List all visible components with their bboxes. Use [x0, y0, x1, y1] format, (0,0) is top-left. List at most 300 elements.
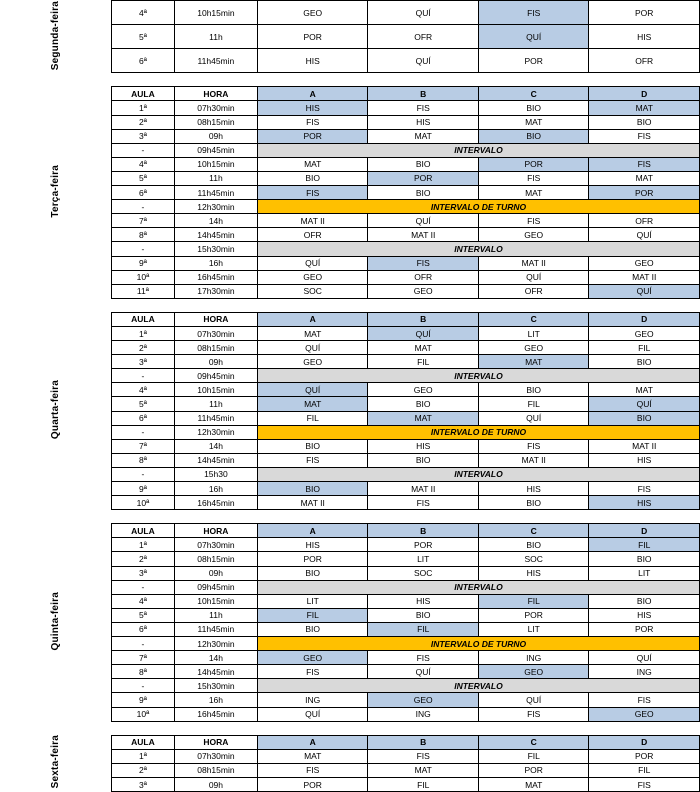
subject-cell-d: HIS	[589, 608, 700, 622]
aula-number: 2ª	[112, 552, 175, 566]
subject-cell-a: BIO	[257, 439, 368, 453]
aula-number: 9ª	[112, 482, 175, 496]
shift-interval-banner: INTERVALO DE TURNO	[257, 637, 699, 651]
subject-cell-d: QUÍ	[589, 228, 700, 242]
subject-cell-c: FIS	[478, 439, 589, 453]
subject-cell-c: MAT	[478, 355, 589, 369]
subject-cell-b: BIO	[368, 453, 479, 467]
aula-number: 3ª	[112, 566, 175, 580]
hora-value: 08h15min	[174, 115, 257, 129]
hora-value: 07h30min	[174, 326, 257, 340]
gap-cell	[112, 298, 175, 312]
subject-cell-b: MAT II	[368, 228, 479, 242]
subject-cell-a: GEO	[257, 355, 368, 369]
aula-number: 5ª	[112, 608, 175, 622]
gap-cell	[478, 298, 589, 312]
subject-cell-a: MAT	[257, 157, 368, 171]
aula-number: -	[112, 369, 175, 383]
subject-cell-b: HIS	[368, 439, 479, 453]
hora-value: 09h	[174, 355, 257, 369]
subject-cell-b: GEO	[368, 284, 479, 298]
subject-cell-c: POR	[478, 608, 589, 622]
aula-number: 3ª	[112, 355, 175, 369]
subject-cell-c: BIO	[478, 496, 589, 510]
table-row	[0, 87, 700, 101]
column-header-aula: AULA	[112, 735, 175, 749]
day-gap	[0, 73, 700, 87]
aula-number: 4ª	[112, 1, 175, 25]
gap-cell	[174, 298, 257, 312]
aula-number: 5ª	[112, 25, 175, 49]
subject-cell-a: OFR	[257, 228, 368, 242]
aula-number: 2ª	[112, 115, 175, 129]
subject-cell-d: LIT	[589, 566, 700, 580]
aula-number: 5ª	[112, 171, 175, 185]
aula-number: 1ª	[112, 101, 175, 115]
interval-banner: INTERVALO	[257, 580, 699, 594]
table-row	[0, 312, 700, 326]
subject-cell-c: GEO	[478, 665, 589, 679]
subject-cell-a: MAT	[257, 749, 368, 763]
subject-cell-b: QUÍ	[368, 326, 479, 340]
interval-banner: INTERVALO	[257, 467, 699, 481]
subject-cell-c: MAT II	[478, 453, 589, 467]
aula-number: -	[112, 467, 175, 481]
subject-cell-a: FIS	[257, 453, 368, 467]
column-header-class-d: D	[589, 87, 700, 101]
hora-value: 16h	[174, 482, 257, 496]
subject-cell-d: FIL	[589, 341, 700, 355]
aula-number: 10ª	[112, 496, 175, 510]
subject-cell-c: QUÍ	[478, 411, 589, 425]
subject-cell-b: FIS	[368, 256, 479, 270]
subject-cell-b: HIS	[368, 594, 479, 608]
subject-cell-c: FIL	[478, 594, 589, 608]
hora-value: 07h30min	[174, 101, 257, 115]
hora-value: 09h	[174, 566, 257, 580]
subject-cell-c: FIL	[478, 749, 589, 763]
subject-cell-c: BIO	[478, 538, 589, 552]
subject-cell-a: MAT	[257, 397, 368, 411]
hora-value: 11h	[174, 608, 257, 622]
gap-cell	[112, 510, 175, 524]
column-header-class-d: D	[589, 312, 700, 326]
aula-number: 2ª	[112, 341, 175, 355]
subject-cell-b: MAT II	[368, 482, 479, 496]
aula-number: 10ª	[112, 270, 175, 284]
subject-cell-d: OFR	[589, 214, 700, 228]
subject-cell-a: QUÍ	[257, 341, 368, 355]
subject-cell-b: FIS	[368, 496, 479, 510]
hora-value: 08h15min	[174, 763, 257, 777]
subject-cell-a: HIS	[257, 49, 368, 73]
column-header-class-a: A	[257, 735, 368, 749]
column-header-hora: HORA	[174, 524, 257, 538]
gap-cell	[112, 721, 175, 735]
hora-value: 17h30min	[174, 284, 257, 298]
subject-cell-b: BIO	[368, 186, 479, 200]
hora-value: 10h15min	[174, 1, 257, 25]
subject-cell-c: MAT	[478, 186, 589, 200]
subject-cell-d: POR	[589, 186, 700, 200]
aula-number: 1ª	[112, 538, 175, 552]
column-header-class-b: B	[368, 312, 479, 326]
column-header-class-b: B	[368, 735, 479, 749]
aula-number: 9ª	[112, 256, 175, 270]
subject-cell-d: FIS	[589, 129, 700, 143]
subject-cell-d: FIS	[589, 693, 700, 707]
subject-cell-c: QUÍ	[478, 270, 589, 284]
subject-cell-b: MAT	[368, 341, 479, 355]
aula-number: 6ª	[112, 622, 175, 636]
column-header-hora: HORA	[174, 735, 257, 749]
subject-cell-a: SOC	[257, 284, 368, 298]
hora-value: 14h45min	[174, 453, 257, 467]
interval-banner: INTERVALO	[257, 143, 699, 157]
hora-value: 10h15min	[174, 594, 257, 608]
table-row	[0, 1, 700, 25]
gap-cell	[112, 73, 175, 87]
hora-value: 07h30min	[174, 749, 257, 763]
subject-cell-b: GEO	[368, 693, 479, 707]
subject-cell-a: FIS	[257, 186, 368, 200]
subject-cell-d: GEO	[589, 326, 700, 340]
gap-cell	[257, 73, 368, 87]
subject-cell-d: FIL	[589, 763, 700, 777]
subject-cell-b: FIS	[368, 651, 479, 665]
day-label-cell	[0, 312, 112, 509]
shift-interval-banner: INTERVALO DE TURNO	[257, 200, 699, 214]
aula-number: 7ª	[112, 651, 175, 665]
gap-cell	[257, 510, 368, 524]
subject-cell-c: BIO	[478, 129, 589, 143]
aula-number: 6ª	[112, 411, 175, 425]
subject-cell-a: POR	[257, 25, 368, 49]
hora-value: 14h	[174, 651, 257, 665]
subject-cell-b: MAT	[368, 763, 479, 777]
aula-number: -	[112, 200, 175, 214]
subject-cell-a: FIS	[257, 115, 368, 129]
subject-cell-a: BIO	[257, 566, 368, 580]
subject-cell-a: POR	[257, 552, 368, 566]
subject-cell-a: GEO	[257, 270, 368, 284]
subject-cell-d: MAT II	[589, 270, 700, 284]
hora-value: 15h30	[174, 467, 257, 481]
subject-cell-d: MAT II	[589, 439, 700, 453]
subject-cell-c: OFR	[478, 284, 589, 298]
column-header-class-a: A	[257, 524, 368, 538]
aula-number: 7ª	[112, 439, 175, 453]
column-header-class-c: C	[478, 87, 589, 101]
day-label: Terça-feira	[49, 164, 61, 218]
subject-cell-a: HIS	[257, 101, 368, 115]
hora-value: 11h	[174, 171, 257, 185]
subject-cell-d: POR	[589, 749, 700, 763]
hora-value: 11h45min	[174, 411, 257, 425]
subject-cell-c: QUÍ	[478, 693, 589, 707]
subject-cell-c: POR	[478, 157, 589, 171]
day-label-cell	[0, 524, 112, 721]
subject-cell-d: BIO	[589, 115, 700, 129]
subject-cell-b: FIL	[368, 777, 479, 791]
interval-banner: INTERVALO	[257, 369, 699, 383]
aula-number: -	[112, 679, 175, 693]
hora-value: 11h45min	[174, 186, 257, 200]
subject-cell-b: FIS	[368, 101, 479, 115]
hora-value: 15h30min	[174, 242, 257, 256]
subject-cell-d: POR	[589, 1, 700, 25]
column-header-class-d: D	[589, 524, 700, 538]
hora-value: 12h30min	[174, 200, 257, 214]
subject-cell-c: BIO	[478, 383, 589, 397]
day-gap	[0, 721, 700, 735]
day-gap	[0, 510, 700, 524]
day-label-cell	[0, 87, 112, 298]
aula-number: 4ª	[112, 157, 175, 171]
column-header-class-c: C	[478, 524, 589, 538]
subject-cell-b: QUÍ	[368, 49, 479, 73]
subject-cell-a: BIO	[257, 482, 368, 496]
subject-cell-a: QUÍ	[257, 383, 368, 397]
subject-cell-c: BIO	[478, 101, 589, 115]
subject-cell-d: QUÍ	[589, 284, 700, 298]
gap-cell	[257, 298, 368, 312]
hora-value: 08h15min	[174, 552, 257, 566]
gap-cell	[174, 721, 257, 735]
subject-cell-c: LIT	[478, 622, 589, 636]
subject-cell-a: LIT	[257, 594, 368, 608]
aula-number: 6ª	[112, 49, 175, 73]
hora-value: 12h30min	[174, 425, 257, 439]
aula-number: 4ª	[112, 594, 175, 608]
subject-cell-d: OFR	[589, 49, 700, 73]
aula-number: -	[112, 143, 175, 157]
gap-cell	[589, 298, 700, 312]
hora-value: 14h45min	[174, 228, 257, 242]
hora-value: 16h45min	[174, 496, 257, 510]
aula-number: 8ª	[112, 453, 175, 467]
subject-cell-c: GEO	[478, 228, 589, 242]
day-label-cell	[0, 1, 112, 73]
aula-number: -	[112, 580, 175, 594]
subject-cell-a: POR	[257, 129, 368, 143]
subject-cell-b: LIT	[368, 552, 479, 566]
subject-cell-b: QUÍ	[368, 214, 479, 228]
subject-cell-b: MAT	[368, 129, 479, 143]
day-label-cell	[0, 735, 112, 791]
subject-cell-d: FIS	[589, 777, 700, 791]
subject-cell-b: BIO	[368, 608, 479, 622]
subject-cell-d: FIL	[589, 538, 700, 552]
aula-number: -	[112, 242, 175, 256]
aula-number: 9ª	[112, 693, 175, 707]
subject-cell-c: FIS	[478, 707, 589, 721]
aula-number: 8ª	[112, 665, 175, 679]
subject-cell-c: ING	[478, 651, 589, 665]
column-header-aula: AULA	[112, 312, 175, 326]
column-header-class-a: A	[257, 312, 368, 326]
aula-number: 1ª	[112, 749, 175, 763]
table-row	[0, 524, 700, 538]
gap-cell	[368, 721, 479, 735]
hora-value: 16h45min	[174, 707, 257, 721]
aula-number: 4ª	[112, 383, 175, 397]
day-label: Quarta-feira	[49, 379, 61, 440]
subject-cell-d: HIS	[589, 453, 700, 467]
hora-value: 11h45min	[174, 49, 257, 73]
subject-cell-d: MAT	[589, 171, 700, 185]
gap-cell	[368, 510, 479, 524]
aula-number: 10ª	[112, 707, 175, 721]
subject-cell-a: MAT II	[257, 214, 368, 228]
hora-value: 08h15min	[174, 341, 257, 355]
gap-cell	[478, 510, 589, 524]
gap-cell	[589, 73, 700, 87]
subject-cell-c: MAT	[478, 115, 589, 129]
hora-value: 14h	[174, 439, 257, 453]
gap-cell	[0, 298, 112, 312]
subject-cell-d: QUÍ	[589, 651, 700, 665]
subject-cell-a: BIO	[257, 622, 368, 636]
subject-cell-b: ING	[368, 707, 479, 721]
gap-cell	[589, 721, 700, 735]
subject-cell-b: FIS	[368, 749, 479, 763]
aula-number: 3ª	[112, 777, 175, 791]
subject-cell-a: HIS	[257, 538, 368, 552]
hora-value: 11h	[174, 25, 257, 49]
hora-value: 09h45min	[174, 369, 257, 383]
subject-cell-a: FIS	[257, 665, 368, 679]
subject-cell-c: FIL	[478, 397, 589, 411]
hora-value: 10h15min	[174, 157, 257, 171]
subject-cell-b: GEO	[368, 383, 479, 397]
hora-value: 11h	[174, 397, 257, 411]
subject-cell-c: HIS	[478, 566, 589, 580]
shift-interval-banner: INTERVALO DE TURNO	[257, 425, 699, 439]
aula-number: 11ª	[112, 284, 175, 298]
subject-cell-b: OFR	[368, 25, 479, 49]
subject-cell-c: GEO	[478, 341, 589, 355]
hora-value: 11h45min	[174, 622, 257, 636]
gap-cell	[368, 73, 479, 87]
hora-value: 09h	[174, 777, 257, 791]
subject-cell-d: MAT	[589, 383, 700, 397]
column-header-hora: HORA	[174, 312, 257, 326]
hora-value: 16h	[174, 256, 257, 270]
subject-cell-b: FIL	[368, 622, 479, 636]
column-header-class-c: C	[478, 735, 589, 749]
subject-cell-d: BIO	[589, 552, 700, 566]
gap-cell	[0, 510, 112, 524]
subject-cell-b: QUÍ	[368, 665, 479, 679]
day-label: Quinta-feira	[49, 591, 61, 651]
hora-value: 09h45min	[174, 143, 257, 157]
column-header-class-d: D	[589, 735, 700, 749]
hora-value: 14h	[174, 214, 257, 228]
subject-cell-a: QUÍ	[257, 707, 368, 721]
subject-cell-a: MAT II	[257, 496, 368, 510]
subject-cell-b: HIS	[368, 115, 479, 129]
aula-number: 1ª	[112, 326, 175, 340]
hora-value: 09h45min	[174, 580, 257, 594]
gap-cell	[478, 721, 589, 735]
subject-cell-b: SOC	[368, 566, 479, 580]
hora-value: 15h30min	[174, 679, 257, 693]
subject-cell-d: BIO	[589, 594, 700, 608]
subject-cell-a: FIS	[257, 763, 368, 777]
hora-value: 07h30min	[174, 538, 257, 552]
day-label: Sexta-feira	[49, 735, 61, 789]
subject-cell-d: MAT	[589, 101, 700, 115]
hora-value: 14h45min	[174, 665, 257, 679]
subject-cell-d: POR	[589, 622, 700, 636]
column-header-hora: HORA	[174, 87, 257, 101]
gap-cell	[0, 721, 112, 735]
aula-number: 3ª	[112, 129, 175, 143]
subject-cell-c: MAT	[478, 777, 589, 791]
gap-cell	[0, 73, 112, 87]
subject-cell-d: HIS	[589, 25, 700, 49]
subject-cell-d: FIS	[589, 482, 700, 496]
subject-cell-d: BIO	[589, 355, 700, 369]
hora-value: 12h30min	[174, 637, 257, 651]
hora-value: 16h	[174, 693, 257, 707]
aula-number: 7ª	[112, 214, 175, 228]
subject-cell-b: BIO	[368, 397, 479, 411]
subject-cell-c: POR	[478, 49, 589, 73]
subject-cell-b: POR	[368, 538, 479, 552]
subject-cell-c: FIS	[478, 171, 589, 185]
subject-cell-d: GEO	[589, 707, 700, 721]
day-label: Segunda-feira	[49, 0, 61, 70]
subject-cell-d: BIO	[589, 411, 700, 425]
column-header-class-b: B	[368, 87, 479, 101]
column-header-aula: AULA	[112, 524, 175, 538]
aula-number: 8ª	[112, 228, 175, 242]
subject-cell-a: BIO	[257, 171, 368, 185]
column-header-class-c: C	[478, 312, 589, 326]
subject-cell-a: ING	[257, 693, 368, 707]
aula-number: -	[112, 425, 175, 439]
subject-cell-a: QUÍ	[257, 256, 368, 270]
subject-cell-c: QUÍ	[478, 25, 589, 49]
subject-cell-c: HIS	[478, 482, 589, 496]
subject-cell-d: ING	[589, 665, 700, 679]
subject-cell-a: FIL	[257, 608, 368, 622]
aula-number: 6ª	[112, 186, 175, 200]
interval-banner: INTERVALO	[257, 242, 699, 256]
subject-cell-a: GEO	[257, 651, 368, 665]
subject-cell-d: HIS	[589, 496, 700, 510]
subject-cell-a: FIL	[257, 411, 368, 425]
hora-value: 09h	[174, 129, 257, 143]
subject-cell-b: FIL	[368, 355, 479, 369]
column-header-class-a: A	[257, 87, 368, 101]
subject-cell-a: MAT	[257, 326, 368, 340]
gap-cell	[368, 298, 479, 312]
aula-number: 2ª	[112, 763, 175, 777]
subject-cell-d: QUÍ	[589, 397, 700, 411]
gap-cell	[589, 510, 700, 524]
column-header-aula: AULA	[112, 87, 175, 101]
table-row	[0, 735, 700, 749]
subject-cell-a: GEO	[257, 1, 368, 25]
gap-cell	[478, 73, 589, 87]
subject-cell-c: LIT	[478, 326, 589, 340]
subject-cell-b: POR	[368, 171, 479, 185]
gap-cell	[174, 73, 257, 87]
aula-number: 5ª	[112, 397, 175, 411]
